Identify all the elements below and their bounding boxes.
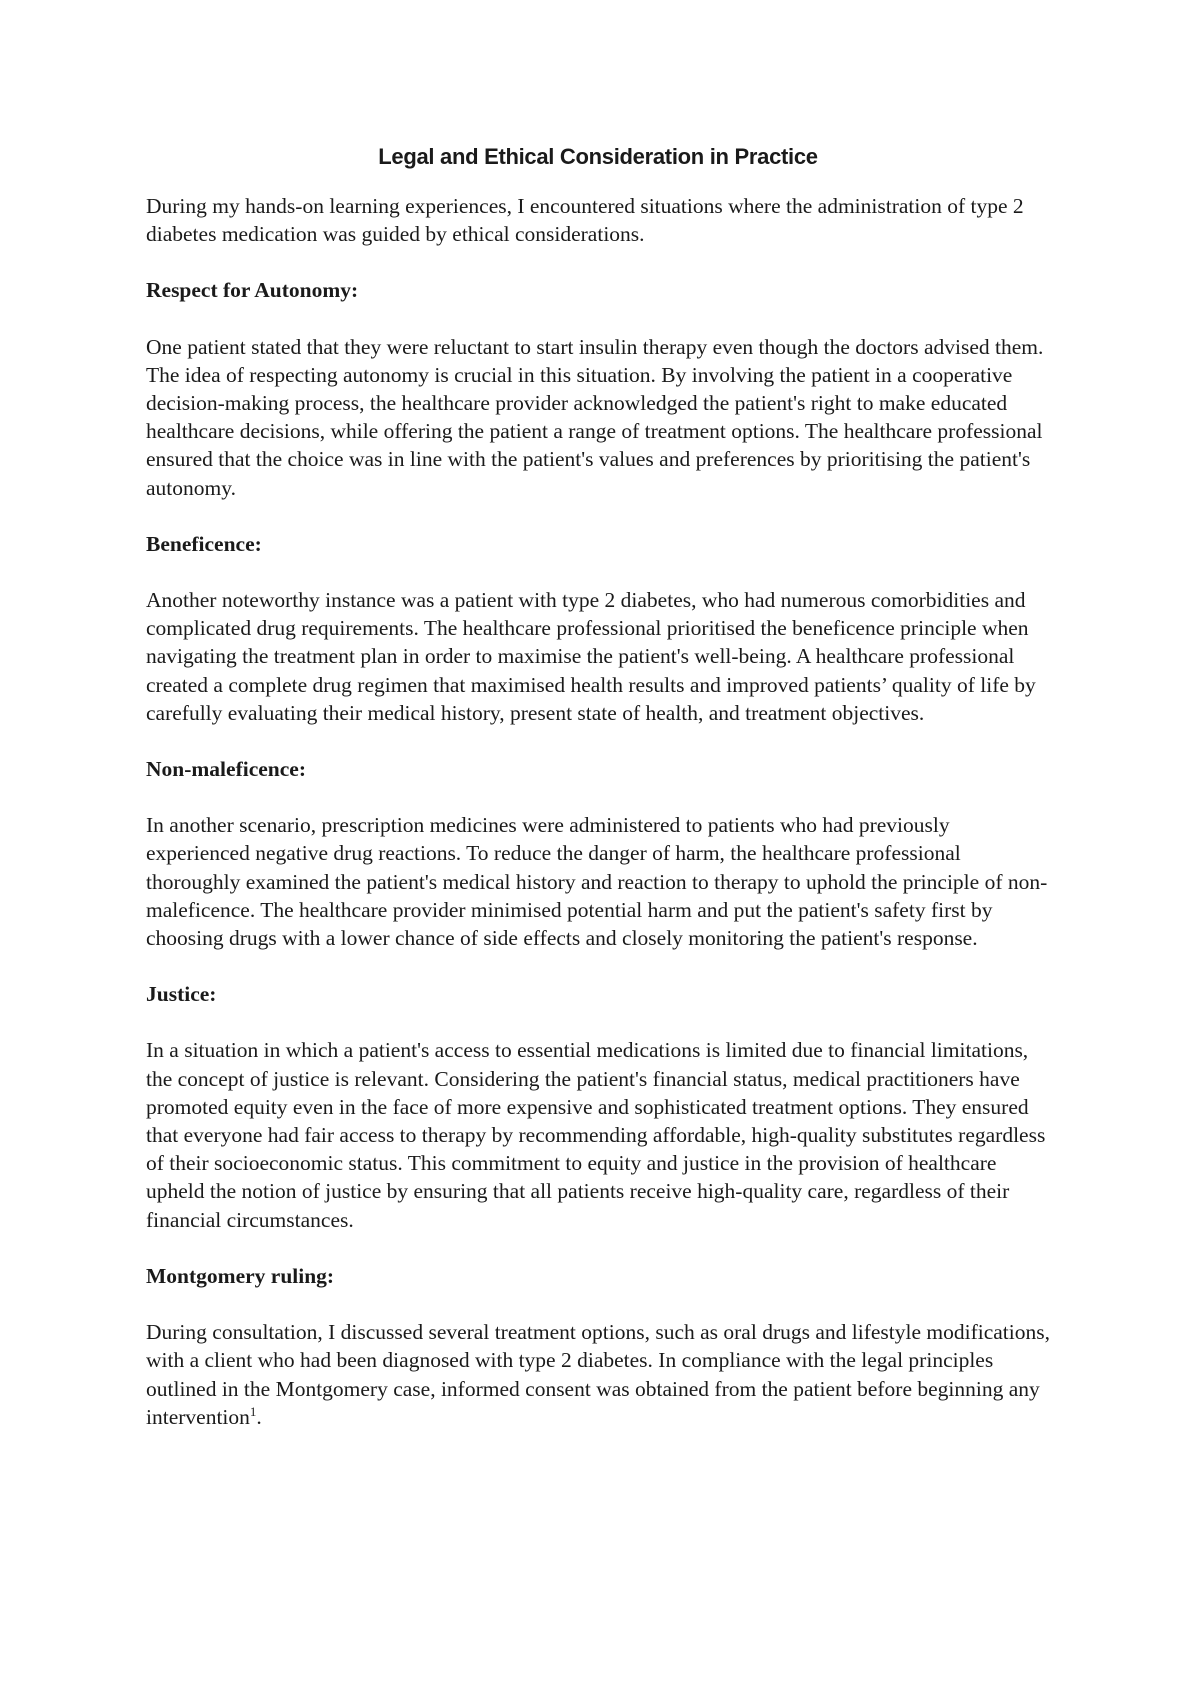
section-body-end: .: [256, 1404, 262, 1429]
section-non-maleficence: [146, 755, 1050, 952]
section-body: In another scenario, prescription medicines were administered to patients who had previously experienced negative drug reactions. To reduce the danger of harm, the healthcare professional thoroughly examined the patient's medical history and reaction to therapy to uphold the principle of non-maleficence. The healthcare provider minimised potential harm and put the patient's safety first by choosing drugs with a lower chance of side effects and closely monitoring the patient's response.: [146, 813, 1048, 951]
footnote-reference[interactable]: 1: [249, 1403, 257, 1419]
section-body: One patient stated that they were reluctant to start insulin therapy even though the doctors advised them. The idea of respecting autonomy is crucial in this situation. By involving the patient in a cooperative decision-making process, the healthcare provider acknowledged the patient's right to make educated healthcare decisions, while offering the patient a range of treatment options. The healthcare professional ensured that the choice was in line with the patient's values and preferences by prioritising the patient's autonomy.: [146, 334, 1044, 500]
section-montgomery-ruling: [146, 1262, 1050, 1431]
intro-paragraph: During my hands-on learning experiences, I encountered situations where the administration of type 2 diabetes medication was guided by ethical considerations.: [146, 194, 1024, 247]
section-body: Another noteworthy instance was a patient with type 2 diabetes, who had numerous comorbidities and complicated drug requirements. The healthcare professional prioritised the beneficence principle when navigating the treatment plan in order to maximise the patient's well-being. A healthcare professional created a complete drug regimen that maximised health results and improved patients’ quality of life by carefully evaluating their medical history, present state of health, and treatment objectives.: [146, 588, 1036, 725]
section-respect-for-autonomy: [146, 276, 1050, 501]
section-body: [146, 1318, 1050, 1431]
section-body-text: During consultation, I discussed several treatment options, such as oral drugs and lifestyle modifications, with a client who had been diagnosed with type 2 diabetes. In compliance with the legal principles outlined in the Montgomery case, informed consent was obtained from the patient before beginning any intervention: [146, 1320, 1050, 1429]
section-body: In a situation in which a patient's access to essential medications is limited due to financial limitations, the concept of justice is relevant. Considering the patient's financial status, medical practitioners have promoted equity even in the face of more expensive and sophisticated treatment options. They ensured that everyone had fair access to therapy by recommending affordable, high-quality substitutes regardless of their socioeconomic status. This commitment to equity and justice in the provision of healthcare upheld the notion of justice by ensuring that all patients receive high-quality care, regardless of their financial circumstances.: [146, 1038, 1046, 1232]
section-heading: Respect for Autonomy:: [146, 278, 359, 303]
section-beneficence: [146, 530, 1050, 727]
section-heading: Justice:: [146, 982, 217, 1007]
section-heading: Non-maleficence:: [146, 757, 306, 782]
section-heading: Beneficence:: [146, 531, 262, 556]
section-justice: [146, 980, 1050, 1234]
section-heading: Montgomery ruling:: [146, 1263, 335, 1288]
page-title: Legal and Ethical Consideration in Practice: [378, 144, 818, 169]
